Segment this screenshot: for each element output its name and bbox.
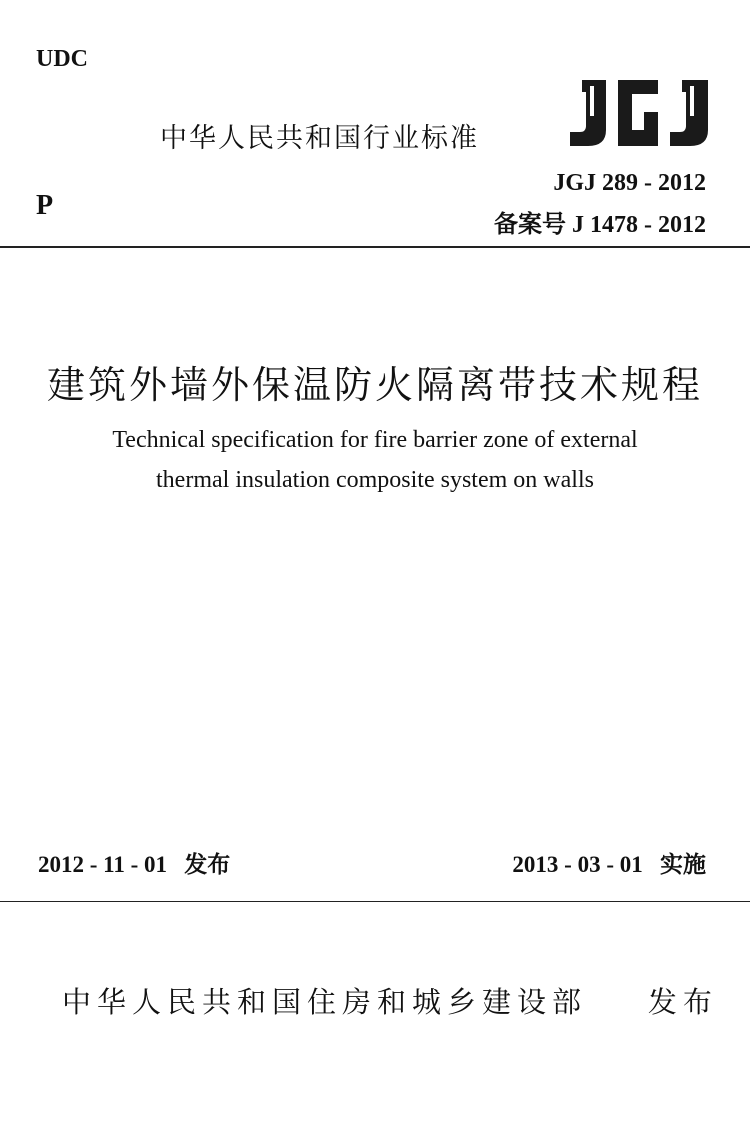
publisher: 中华人民共和国住房和城乡建设部 发布 [62,985,718,1019]
implementation-date: 2013 - 03 - 01 实施 [512,852,706,877]
title-chinese: 建筑外墙外保温防火隔离带技术规程 [46,363,703,407]
udc-label: UDC [36,46,88,72]
record-number: 备案号 J 1478 - 2012 [494,212,706,238]
bottom-divider [0,901,750,902]
classification-label: P [36,190,54,221]
title-english-line1: Technical specification for fire barrier zone of external [112,427,638,453]
title-english [40,420,710,500]
title-english-line2: thermal insulation composite system on walls [156,467,594,493]
jgj-logo [560,78,712,148]
standard-number: JGJ 289 - 2012 [553,170,706,196]
standard-type: 中华人民共和国行业标准 [160,123,479,154]
top-divider [0,246,750,248]
issue-date: 2012 - 11 - 01 发布 [38,852,231,877]
